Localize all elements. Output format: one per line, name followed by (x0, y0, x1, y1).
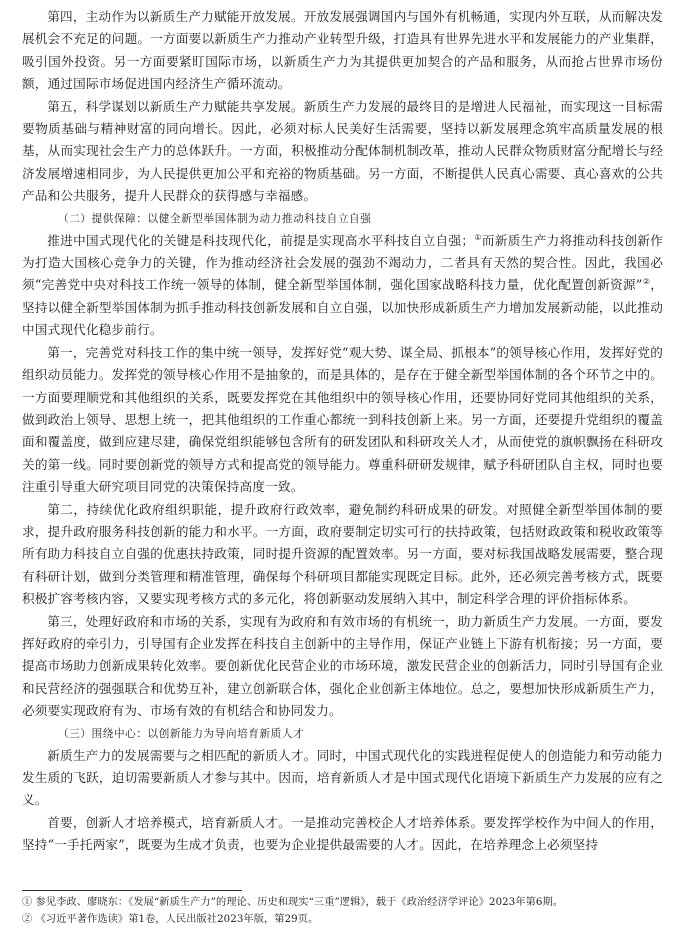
paragraph: 第二，持续优化政府组织职能，提升政府行政效率，避免制约科研成果的研发。对照健全新型举国体制的要求，提升政府服务科技创新的能力和水平。一方面，政府要制定切实可行的扶持政策，包括财政政策和税收政策等所有助力科技自立自强的优惠扶持政策，同时提升资源的配置效率。另一方面，要对标我国战略发展需要，整合现有科研计划，做到分类管理和精准管理，确保每个科研项目都能实现既定目标。此外，还必须完善考核方式，既要积极扩容考核内容，又要实现考核方式的多元化，将创新驱动发展纳入其中，制定科学合理的评价指标体系。 (22, 501, 663, 607)
footnote: ② 《习近平著作选读》第1卷，人民出版社2023年版，第29页。 (22, 914, 319, 925)
paragraph: 第三，处理好政府和市场的关系，实现有为政府和有效市场的有机统一，助力新质生产力发展。一方面，要发挥好政府的牵引力，引导国有企业发挥在科技自主创新中的主导作用，保证产业链上下游有机衔接；另一方面，要提高市场助力创新成果转化效率。要创新优化民营企业的市场环境，激发民营企业的创新活力，同时引导国有企业和民营经济的强强联合和优势互补，建立创新联合体，强化企业创新主体地位。总之，要想加快形成新质生产力，必须要实现政府有为、市场有效的有机结合和协同发力。 (22, 613, 663, 719)
footnote: ① 参见李政、廖晓东：《发展“新质生产力”的理论、历史和现实“三重”逻辑》，载于《政治经济学评论》2023年第6期。 (22, 897, 564, 908)
body-text (22, 6, 663, 857)
section-subheading: （三）围绕中心：以创新能力为导向培育新质人才 (58, 727, 305, 740)
paragraph: 首要，创新人才培养模式，培育新质人才。一是推动完善校企人才培养体系。要发挥学校作为中间人的作用，坚持“一手托两家”，既要为生成才负责，也要为企业提供最需要的人才。因此，在培养理念上必须坚持 (22, 814, 663, 853)
paragraph: 第一，完善党对科技工作的集中统一领导，发挥好党“观大势、谋全局、抓根本”的领导核心作用，发挥好党的组织动员能力。发挥党的领导核心作用不是抽象的，而是具体的，是存在于健全新型举国体制的各个环节之中的。一方面要理顺党和其他组织的关系，既要发挥党在其他组织中的领导核心作用，还要协同好党同其他组织的关系，做到政治上领导、思想上统一，把其他组织的工作重心都统一到科技创新上来。另一方面，还要提升党组织的覆盖面和覆盖度，做到应建尽建，确保党组织能够包含所有的研发团队和科研攻关人才，从而使党的旗帜飘扬在科研攻关的第一线。同时要创新党的领导方式和提高党的领导能力。尊重科研研发规律，赋予科研团队自主权，同时也要注重引导重大研究项目同党的决策保持高度一致。 (22, 344, 663, 495)
paragraph-text: ，坚持以健全新型举国体制为抓手推动科技创新发展和自立自强，以加快形成新质生产力增加发展新动能，以此推动中国式现代化稳步前行。 (22, 277, 663, 338)
paragraph-text: 推进中国式现代化的关键是科技现代化，前提是实现高水平科技自立自强； (47, 232, 475, 248)
paragraph-text: 而新质生产力将推动科技创新作为打造大国核心竞争力的关键，作为推动经济社会发展的强劲不竭动力，二者具有天然的契合性。因此，我国必须“完善党中央对科技工作统一领导的体制，健全新型举国体制，强化国家战略科技力量，优化配置创新资源” (22, 232, 664, 293)
paragraph: 第四，主动作为以新质生产力赋能开放发展。开放发展强调国内与国外有机畅通，实现内外互联，从而解决发展机会不充足的问题。一方面要以新质生产力推动产业转型升级，打造具有世界先进水平和发展能力的产业集群，吸引国外投资。另一方面要紧盯国际市场，以新质生产力为其提供更加契合的产品和服务，从而抢占世界市场份额，通过国际市场促进国内经济生产循环流动。 (22, 9, 663, 92)
section-subheading: （二）提供保障：以健全新型举国体制为动力推动科技自立自强 (58, 212, 372, 225)
paragraph (22, 230, 663, 342)
footnotes (22, 890, 663, 928)
footnote-ref: ① (474, 232, 482, 242)
paragraph: 第五，科学谋划以新质生产力赋能共享发展。新质生产力发展的最终目的是增进人民福祉，而实现这一目标需要物质基础与精神财富的同向增长。因此，必须对标人民美好生活需要，坚持以新发展理念筑牢高质量发展的根基，从而实现社会生产力的总体跃升。一方面，积极推动分配体制机制改革，推动人民群众物质财富分配增长与经济发展增速相同步，为人民提供更加公平和充裕的物质基础。另一方面，不断提供人民真心需要、真心喜欢的公共产品和公共服务，提升人民群众的获得感与幸福感。 (22, 98, 663, 204)
paragraph: 新质生产力的发展需要与之相匹配的新质人才。同时，中国式现代化的实践进程促使人的创造能力和劳动能力发生质的飞跃，迫切需要新质人才参与其中。因而，培育新质人才是中国式现代化语境下新质生产力发展的应有之义。 (22, 747, 663, 808)
footnote-ref: ② (642, 277, 651, 287)
footnote-divider (22, 890, 242, 891)
